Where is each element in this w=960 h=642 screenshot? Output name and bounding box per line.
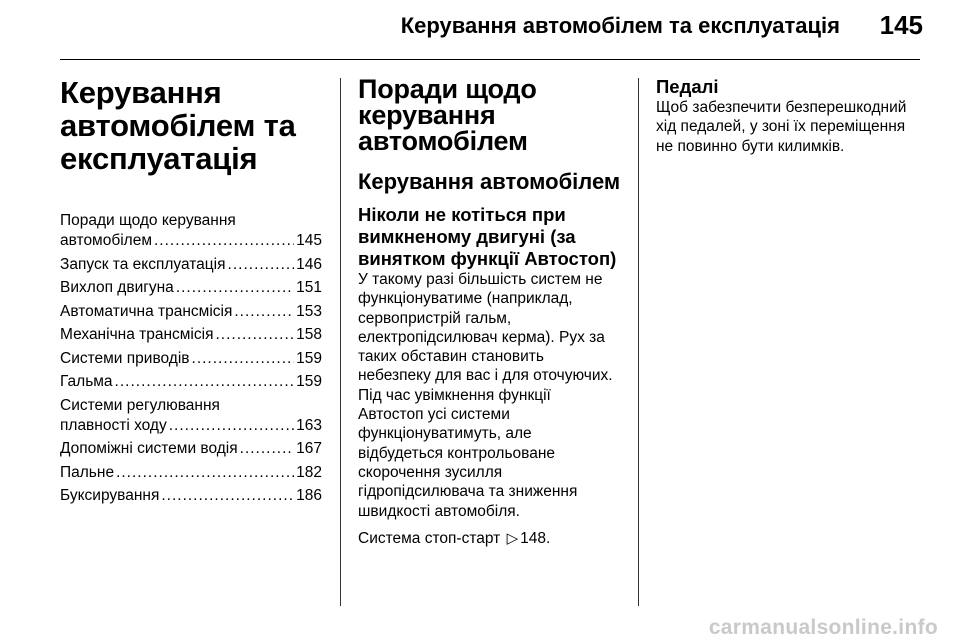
toc-item-page: 158 <box>296 326 322 343</box>
watermark: carmanualsonline.info <box>708 616 938 639</box>
toc-item-page: 151 <box>296 279 322 296</box>
toc-item-label: автомобілем <box>60 232 152 249</box>
toc-item[interactable] <box>60 372 322 392</box>
toc-item[interactable] <box>60 486 322 506</box>
toc-item-label: Гальма <box>60 373 113 390</box>
body-line: швидкості автомобіля. <box>358 502 520 520</box>
toc-item-page: 163 <box>296 416 322 434</box>
body-line: сервопристрій гальм, <box>358 309 512 327</box>
body-line: функціонуватимуть, але <box>358 425 532 443</box>
toc-item-label: Пальне <box>60 463 115 481</box>
page-header <box>0 0 960 60</box>
toc-leader-dots <box>228 255 295 275</box>
body-line: не повинно бути килимків. <box>656 137 845 155</box>
body-line: Під час увімкнення функції <box>358 386 551 404</box>
toc-item-page: 186 <box>296 487 322 504</box>
toc-item-label: Автоматична трансмісія <box>60 302 233 320</box>
body-line: електропідсилювач керма). Рух за <box>358 328 605 346</box>
toc-leader-dots <box>176 278 294 298</box>
toc-leader-dots <box>115 372 295 392</box>
cross-reference-icon: ▷ <box>506 529 519 547</box>
topic-title-line: Ніколи не котіться при <box>358 204 566 225</box>
toc-item[interactable] <box>60 439 322 459</box>
toc-item[interactable] <box>60 302 322 322</box>
subsection-title: Керування автомобілем <box>358 169 621 194</box>
cross-reference-page: 148. <box>520 529 551 547</box>
toc-item-page: 153 <box>296 302 322 320</box>
toc-item-label: Механічна трансмісія <box>60 326 214 343</box>
topic-title <box>358 204 626 270</box>
pedals-title: Педалі <box>656 76 719 97</box>
section-title <box>358 76 626 154</box>
body-line: У такому разі більшість систем не <box>358 271 603 288</box>
section-column <box>358 76 626 548</box>
toc-item-label: Запуск та експлуатація <box>60 255 226 273</box>
chapter-column <box>60 76 322 510</box>
toc-item[interactable] <box>60 349 322 369</box>
body-line: функціонуватиме (наприклад, <box>358 290 573 308</box>
toc-item-page: 146 <box>296 255 322 273</box>
body-line: Автостоп усі системи <box>358 406 510 424</box>
chapter-title-line: Керування <box>60 75 222 110</box>
running-header-title: Керування автомобілем та експлуатація <box>400 13 840 38</box>
topic-title-line: вимкненому двигуні (за <box>358 226 576 247</box>
toc-item[interactable] <box>60 255 322 275</box>
chapter-title-line: автомобілем та <box>60 108 296 143</box>
toc-item[interactable] <box>60 463 322 483</box>
cross-reference-text: Система стоп-старт <box>358 529 501 547</box>
pedals-column <box>656 76 924 156</box>
chapter-title-line: експлуатація <box>60 141 258 176</box>
toc-leader-dots <box>116 463 294 483</box>
header-rule <box>60 59 920 60</box>
toc-item-page: 159 <box>296 349 322 367</box>
toc-item-label: плавності ходу <box>60 416 167 434</box>
toc-leader-dots <box>161 486 294 506</box>
toc-item-label: Вихлоп двигуна <box>60 279 174 296</box>
body-line: скорочення зусилля <box>358 463 503 481</box>
toc-item-page: 145 <box>296 232 322 249</box>
toc-leader-dots <box>154 231 294 251</box>
toc-item-page: 182 <box>296 463 322 481</box>
column-divider-1 <box>340 78 341 606</box>
toc-item-label: Системи регулювання <box>60 396 220 414</box>
toc-item-label: Допоміжні системи водія <box>60 440 238 457</box>
body-line: таких обставин становить <box>358 348 544 366</box>
cross-reference[interactable] <box>358 529 626 548</box>
toc-item[interactable] <box>60 278 322 298</box>
toc-item-label: Поради щодо керування <box>60 212 236 229</box>
toc-leader-dots <box>234 302 294 322</box>
toc-leader-dots <box>192 349 295 369</box>
section-title-line: Поради щодо <box>358 74 537 104</box>
pedals-paragraph <box>656 98 924 156</box>
toc-item[interactable] <box>60 211 322 251</box>
body-line: Щоб забезпечити безперешкодний <box>656 99 907 116</box>
body-line: відбудеться контрольоване <box>358 444 556 462</box>
chapter-title <box>60 76 322 175</box>
table-of-contents <box>60 211 322 506</box>
toc-item-page: 167 <box>296 440 322 457</box>
body-line: небезпеку для вас і для оточуючих. <box>358 367 613 385</box>
toc-leader-dots <box>169 416 294 436</box>
body-line: хід педалей, у зоні їх переміщення <box>656 118 906 136</box>
body-line: гідропідсилювача та зниження <box>358 483 578 501</box>
column-divider-2 <box>638 78 639 606</box>
toc-item[interactable] <box>60 325 322 345</box>
page-number: 145 <box>879 10 923 40</box>
toc-item-label: Системи приводів <box>60 349 190 367</box>
toc-item-label: Буксирування <box>60 487 160 504</box>
body-paragraph <box>358 270 626 521</box>
section-title-line: автомобілем <box>358 126 528 156</box>
toc-leader-dots <box>215 325 294 345</box>
topic-title-line: винятком функції Автостоп) <box>358 248 617 269</box>
toc-leader-dots <box>240 439 294 459</box>
toc-item-page: 159 <box>296 373 322 390</box>
toc-item[interactable] <box>60 396 322 436</box>
section-title-line: керування <box>358 100 496 130</box>
